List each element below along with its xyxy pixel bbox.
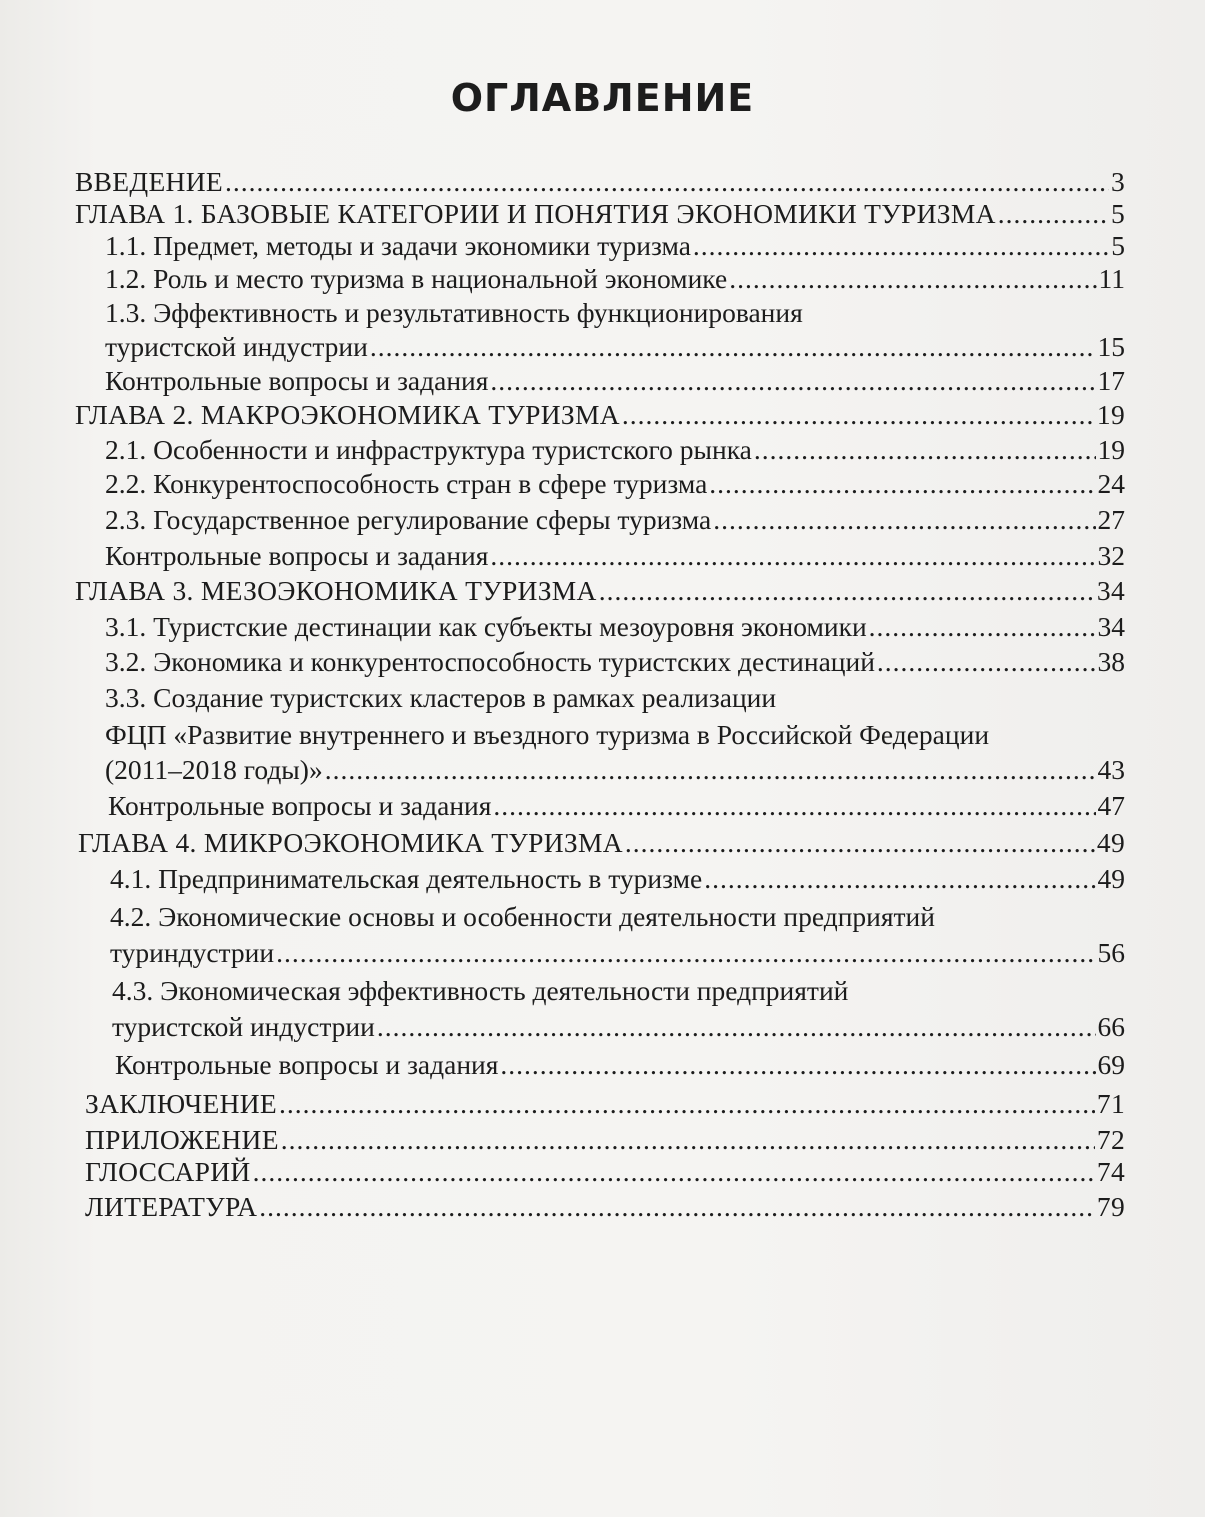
toc-entry-section-4-3-title: 4.3. Экономическая эффективность деятельности предприятий — [112, 975, 849, 1006]
toc-page-number: 15 — [1097, 331, 1125, 362]
toc-page-number: 24 — [1097, 468, 1125, 499]
toc-entry-label: Контрольные вопросы и задания — [115, 1049, 499, 1080]
leader-dots — [279, 1090, 1095, 1118]
leader-dots — [713, 506, 1095, 534]
toc-entry-label: 1.1. Предмет, методы и задачи экономики туризма — [105, 230, 691, 261]
toc-entry-label: туристской индустрии — [105, 331, 368, 362]
toc-entry-section-4-3 — [112, 1013, 1125, 1041]
toc-entry-label: ПРИЛОЖЕНИЕ — [85, 1124, 279, 1155]
leader-dots — [998, 200, 1109, 228]
toc-page-number: 34 — [1097, 611, 1125, 642]
toc-entry-section-3-1 — [105, 613, 1125, 641]
leader-dots — [225, 168, 1109, 196]
toc-entry-section-2-3 — [105, 506, 1125, 534]
toc-entry-label: 3.2. Экономика и конкурентоспособность туристских дестинаций — [105, 646, 875, 677]
toc-page-number: 49 — [1097, 863, 1125, 894]
toc-entry-conclusion — [85, 1090, 1125, 1118]
toc-page-number: 72 — [1096, 1124, 1125, 1155]
toc-page-number: 79 — [1096, 1191, 1125, 1222]
toc-entry-label: ВВЕДЕНИЕ — [75, 166, 223, 197]
toc-entry-appendix — [85, 1126, 1125, 1154]
toc-page-number: 11 — [1098, 263, 1125, 294]
toc-page-number: 17 — [1097, 365, 1125, 396]
leader-dots — [500, 1051, 1095, 1079]
toc-entry-label: туриндустрии — [110, 937, 275, 968]
toc-page-number: 19 — [1097, 434, 1125, 465]
page-title: ОГЛАВЛЕНИЕ — [450, 76, 755, 120]
toc-page-number: 5 — [1110, 198, 1125, 229]
toc-entry-literature — [85, 1193, 1125, 1221]
leader-dots — [325, 756, 1096, 784]
toc-entry-section-4-1 — [110, 865, 1125, 893]
toc-entry-section-4-2-title: 4.2. Экономические основы и особенности деятельности предприятий — [110, 901, 935, 932]
toc-entry-questions-1 — [105, 367, 1125, 395]
toc-entry-chapter-2 — [75, 401, 1125, 429]
leader-dots — [625, 829, 1095, 857]
toc-page-number: 56 — [1097, 937, 1125, 968]
toc-entry-chapter-1 — [75, 200, 1125, 228]
leader-dots — [599, 577, 1095, 605]
toc-entry-section-1-1 — [105, 232, 1125, 260]
toc-page-number: 5 — [1111, 230, 1125, 261]
toc-entry-label: 2.3. Государственное регулирование сферы туризма — [105, 504, 712, 535]
toc-entry-section-1-3-title: 1.3. Эффективность и результативность функционирования — [105, 297, 803, 328]
toc-entry-section-3-3-title: 3.3. Создание туристских кластеров в рамках реализации — [105, 682, 777, 713]
toc-entry-section-1-3 — [105, 333, 1125, 361]
toc-page-number: 3 — [1110, 166, 1125, 197]
leader-dots — [259, 1193, 1095, 1221]
toc-entry-label: Контрольные вопросы и задания — [105, 365, 489, 396]
toc-entry-glossary — [85, 1158, 1125, 1186]
toc-page-number: 43 — [1097, 754, 1125, 785]
leader-dots — [693, 232, 1109, 260]
leader-dots — [377, 1013, 1096, 1041]
toc-entry-questions-4 — [115, 1051, 1125, 1079]
toc-entry-chapter-3 — [75, 577, 1125, 605]
leader-dots — [709, 470, 1095, 498]
leader-dots — [729, 265, 1096, 293]
toc-entry-label: 4.1. Предпринимательская деятельность в туризме — [110, 863, 703, 894]
leader-dots — [493, 792, 1095, 820]
toc-entry-label: ГЛОССАРИЙ — [85, 1156, 251, 1187]
toc-page-number: 66 — [1097, 1011, 1125, 1042]
leader-dots — [754, 436, 1096, 464]
toc-entry-label: туристской индустрии — [112, 1011, 375, 1042]
toc-entry-section-3-3-title-cont: ФЦП «Развитие внутреннего и въездного туризма в Российской Федерации — [105, 719, 990, 750]
toc-entry-label: 1.2. Роль и место туризма в национальной экономике — [105, 263, 728, 294]
toc-entry-label: Контрольные вопросы и задания — [108, 790, 492, 821]
leader-dots — [622, 401, 1095, 429]
toc-entry-label: ГЛАВА 2. МАКРОЭКОНОМИКА ТУРИЗМА — [75, 399, 620, 430]
toc-entry-chapter-4 — [78, 829, 1125, 857]
leader-dots — [490, 367, 1095, 395]
leader-dots — [869, 613, 1096, 641]
toc-entry-label: 2.2. Конкурентоспособность стран в сфере туризма — [105, 468, 708, 499]
leader-dots — [276, 939, 1095, 967]
leader-dots — [281, 1126, 1095, 1154]
toc-page-number: 74 — [1096, 1156, 1125, 1187]
toc-entry-questions-2 — [105, 542, 1125, 570]
leader-dots — [253, 1158, 1095, 1186]
leader-dots — [704, 865, 1095, 893]
toc-page-number: 69 — [1097, 1049, 1125, 1080]
toc-entry-section-3-2 — [105, 648, 1125, 676]
toc-page-number: 38 — [1097, 646, 1125, 677]
toc-entry-label: 3.1. Туристские дестинации как субъекты мезоуровня экономики — [105, 611, 867, 642]
toc-page-number: 27 — [1097, 504, 1125, 535]
toc-entry-label: ЛИТЕРАТУРА — [85, 1191, 258, 1222]
toc-entry-section-2-2 — [105, 470, 1125, 498]
toc-entry-label: ГЛАВА 3. МЕЗОЭКОНОМИКА ТУРИЗМА — [75, 575, 597, 606]
toc-entry-label: ГЛАВА 4. МИКРОЭКОНОМИКА ТУРИЗМА — [78, 827, 623, 858]
toc-entry-section-4-2 — [110, 939, 1125, 967]
toc-entry-section-3-3 — [105, 756, 1125, 784]
leader-dots — [490, 542, 1095, 570]
toc-entry-label: (2011–2018 годы)» — [105, 754, 323, 785]
leader-dots — [877, 648, 1096, 676]
toc-entry-questions-3 — [108, 792, 1125, 820]
toc-page-number: 32 — [1097, 540, 1125, 571]
toc-entry-label: ГЛАВА 1. БАЗОВЫЕ КАТЕГОРИИ И ПОНЯТИЯ ЭКОНОМИКИ ТУРИЗМА — [75, 198, 996, 229]
toc-page-number: 47 — [1097, 790, 1125, 821]
toc-entry-section-2-1 — [105, 436, 1125, 464]
toc-entry-label: Контрольные вопросы и задания — [105, 540, 489, 571]
toc-page-number: 49 — [1096, 827, 1125, 858]
toc-page-number: 71 — [1096, 1088, 1125, 1119]
toc-entry-intro — [75, 168, 1125, 196]
toc-entry-label: ЗАКЛЮЧЕНИЕ — [85, 1088, 278, 1119]
toc-entry-label: 2.1. Особенности и инфраструктура туристского рынка — [105, 434, 752, 465]
toc-page-number: 34 — [1096, 575, 1125, 606]
toc-page-number: 19 — [1096, 399, 1125, 430]
toc-entry-section-1-2 — [105, 265, 1125, 293]
leader-dots — [370, 333, 1096, 361]
